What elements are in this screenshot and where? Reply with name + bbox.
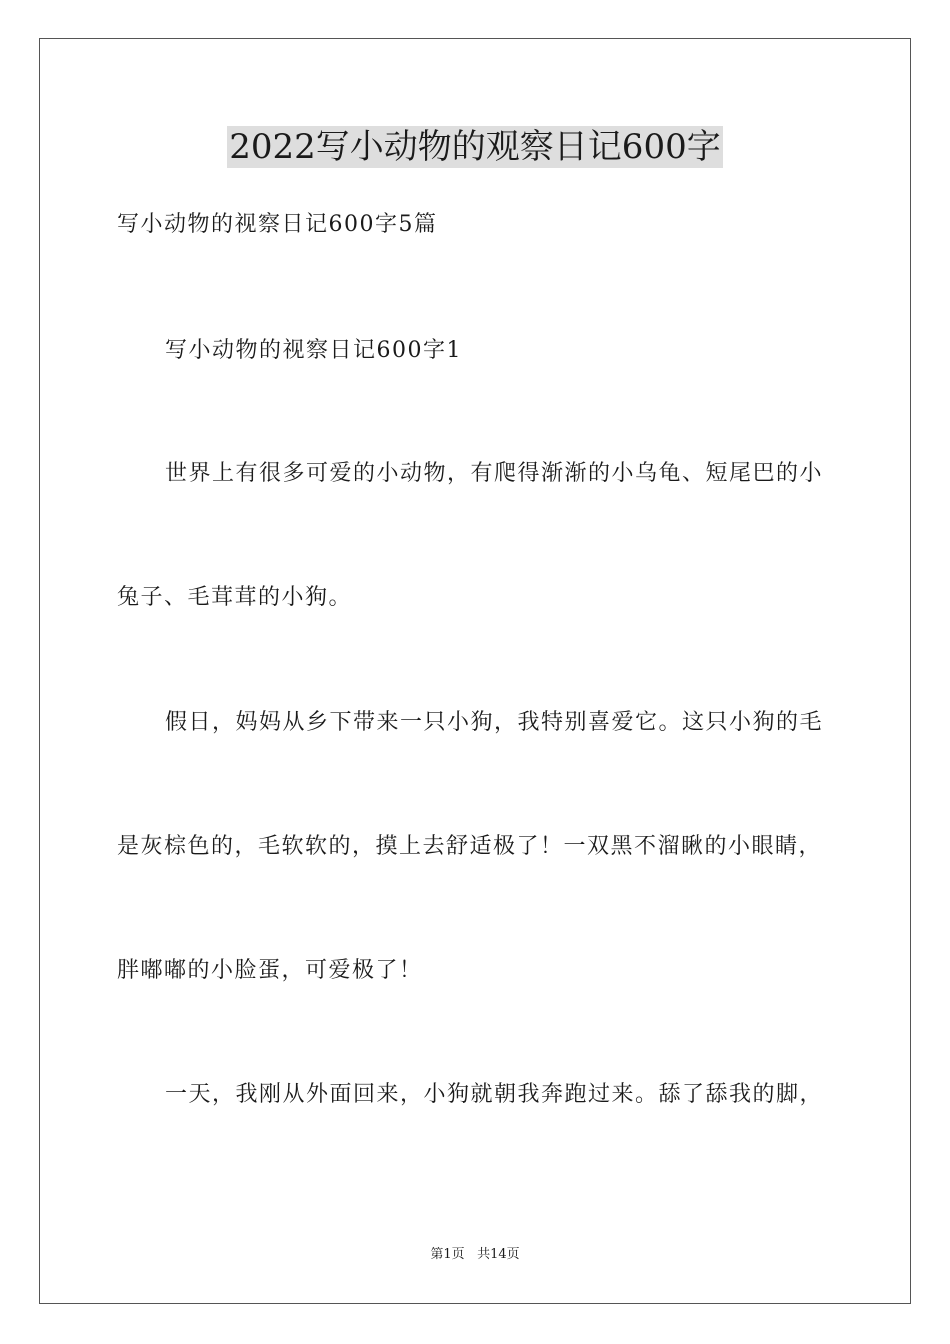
document-title: 2022写小动物的观察日记600字	[229, 127, 721, 167]
body-line: 胖嘟嘟的小脸蛋，可爱极了！	[117, 958, 423, 983]
body-line: 假日，妈妈从乡下带来一只小狗，我特别喜爱它。这只小狗的毛	[165, 710, 824, 735]
body-line: 是灰棕色的，毛软软的，摸上去舒适极了！一双黑不溜瞅的小眼睛，	[117, 834, 823, 859]
title-container	[0, 126, 950, 168]
page-number: 第1页	[430, 1247, 465, 1262]
page-footer	[0, 1246, 950, 1264]
section-heading: 写小动物的视察日记600字1	[165, 338, 462, 363]
document-subtitle: 写小动物的视察日记600字5篇	[117, 212, 438, 237]
body-line: 兔子、毛茸茸的小狗。	[117, 585, 353, 610]
body-line: 一天，我刚从外面回来，小狗就朝我奔跑过来。舔了舔我的脚，	[165, 1082, 824, 1107]
body-line: 世界上有很多可爱的小动物，有爬得渐渐的小乌龟、短尾巴的小	[165, 461, 824, 486]
page-total: 共14页	[477, 1247, 520, 1262]
footer-spacer	[465, 1247, 477, 1262]
